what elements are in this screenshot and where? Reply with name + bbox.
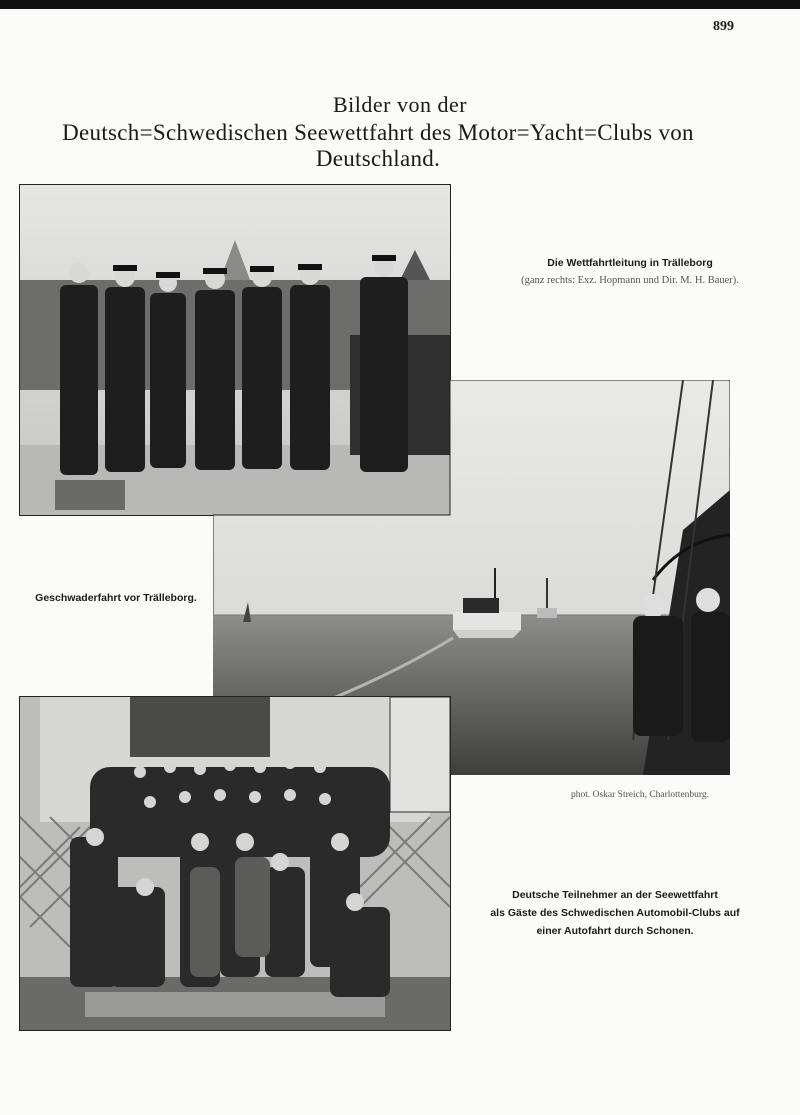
caption-german-participants-line-2: als Gäste des Schwedischen Automobil-Clubs auf [490, 907, 740, 919]
photo-german-participants [19, 696, 451, 1031]
page-title-line-2: Deutsch=Schwedischen Seewettfahrt des Motor=Yacht=Clubs von Deutschland. [62, 120, 694, 171]
photo-credit: phot. Oskar Streich, Charlottenburg. [570, 790, 710, 800]
caption-race-committee [460, 254, 800, 290]
caption-german-participants-line-1: Deutsche Teilnehmer an der Seewettfahrt [512, 889, 718, 901]
page-number: 899 [713, 19, 734, 34]
top-border [0, 0, 800, 9]
caption-squadron-voyage [19, 589, 213, 607]
caption-race-committee-subtitle: (ganz rechts: Exz. Hopmann und Dir. M. H. Bauer). [521, 275, 739, 286]
caption-german-participants-line-3: einer Autofahrt durch Schonen. [536, 925, 694, 937]
caption-race-committee-title: Die Wettfahrtleitung in Trälleborg [547, 257, 713, 269]
page-title-line-1: Bilder von der [332, 92, 468, 117]
caption-squadron-voyage-title: Geschwaderfahrt vor Trälleborg. [35, 592, 197, 604]
caption-german-participants [470, 886, 760, 940]
